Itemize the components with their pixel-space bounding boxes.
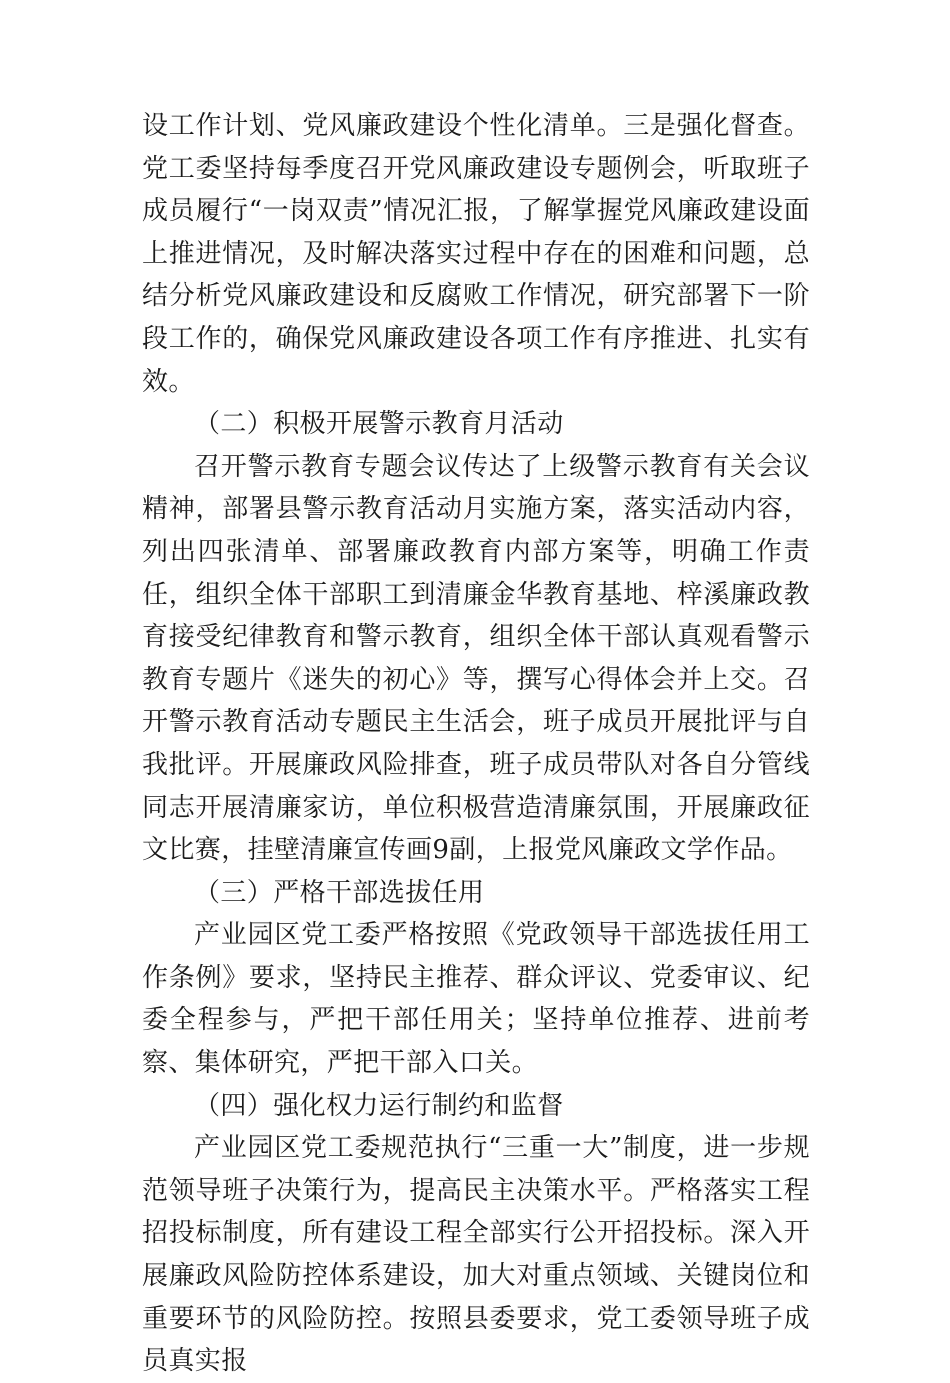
paragraph-supervision-continued: 设工作计划、党风廉政建设个性化清单。三是强化督查。党工委坚持每季度召开党风廉政建设专题例会，听取班子成员履行“一岗双责”情况汇报，了解掌握党风廉政建设面上推进情况，及时解决落实过程中存在的困难和问题，总结分析党风廉政建设和反腐败工作情况，研究部署下一阶段工作的，确保党风廉政建设各项工作有序推进、扎实有效。 bbox=[142, 111, 810, 397]
section-heading-power-supervision: （四）强化权力运行制约和监督 bbox=[194, 1090, 564, 1121]
section-heading-cadre-selection: （三）严格干部选拔任用 bbox=[194, 877, 485, 908]
section-heading-warning-education: （二）积极开展警示教育月活动 bbox=[194, 409, 564, 440]
paragraph-cadre-selection: 产业园区党工委严格按照《党政领导干部选拔任用工作条例》要求，坚持民主推荐、群众评议、党委审议、纪委全程参与，严把干部任用关；坚持单位推荐、进前考察、集体研究，严把干部入口关。 bbox=[142, 920, 810, 1079]
paragraph-power-supervision: 产业园区党工委规范执行“三重一大”制度，进一步规范领导班子决策行为，提高民主决策水平。严格落实工程招投标制度，所有建设工程全部实行公开招投标。深入开展廉政风险防控体系建设，加大对重点领域、关键岗位和重要环节的风险防控。按照县委要求，党工委领导班子成员真实报 bbox=[142, 1133, 810, 1377]
document-body bbox=[142, 105, 810, 1383]
paragraph-warning-education: 召开警示教育专题会议传达了上级警示教育有关会议精神，部署县警示教育活动月实施方案，落实活动内容，列出四张清单、部署廉政教育内部方案等，明确工作责任，组织全体干部职工到清廉金华教育基地、梓溪廉政教育接受纪律教育和警示教育，组织全体干部认真观看警示教育专题片《迷失的初心》等，撰写心得体会并上交。召开警示教育活动专题民主生活会，班子成员开展批评与自我批评。开展廉政风险排查，班子成员带队对各自分管线同志开展清廉家访，单位积极营造清廉氛围，开展廉政征文比赛，挂壁清廉宣传画9副，上报党风廉政文学作品。 bbox=[142, 451, 810, 866]
